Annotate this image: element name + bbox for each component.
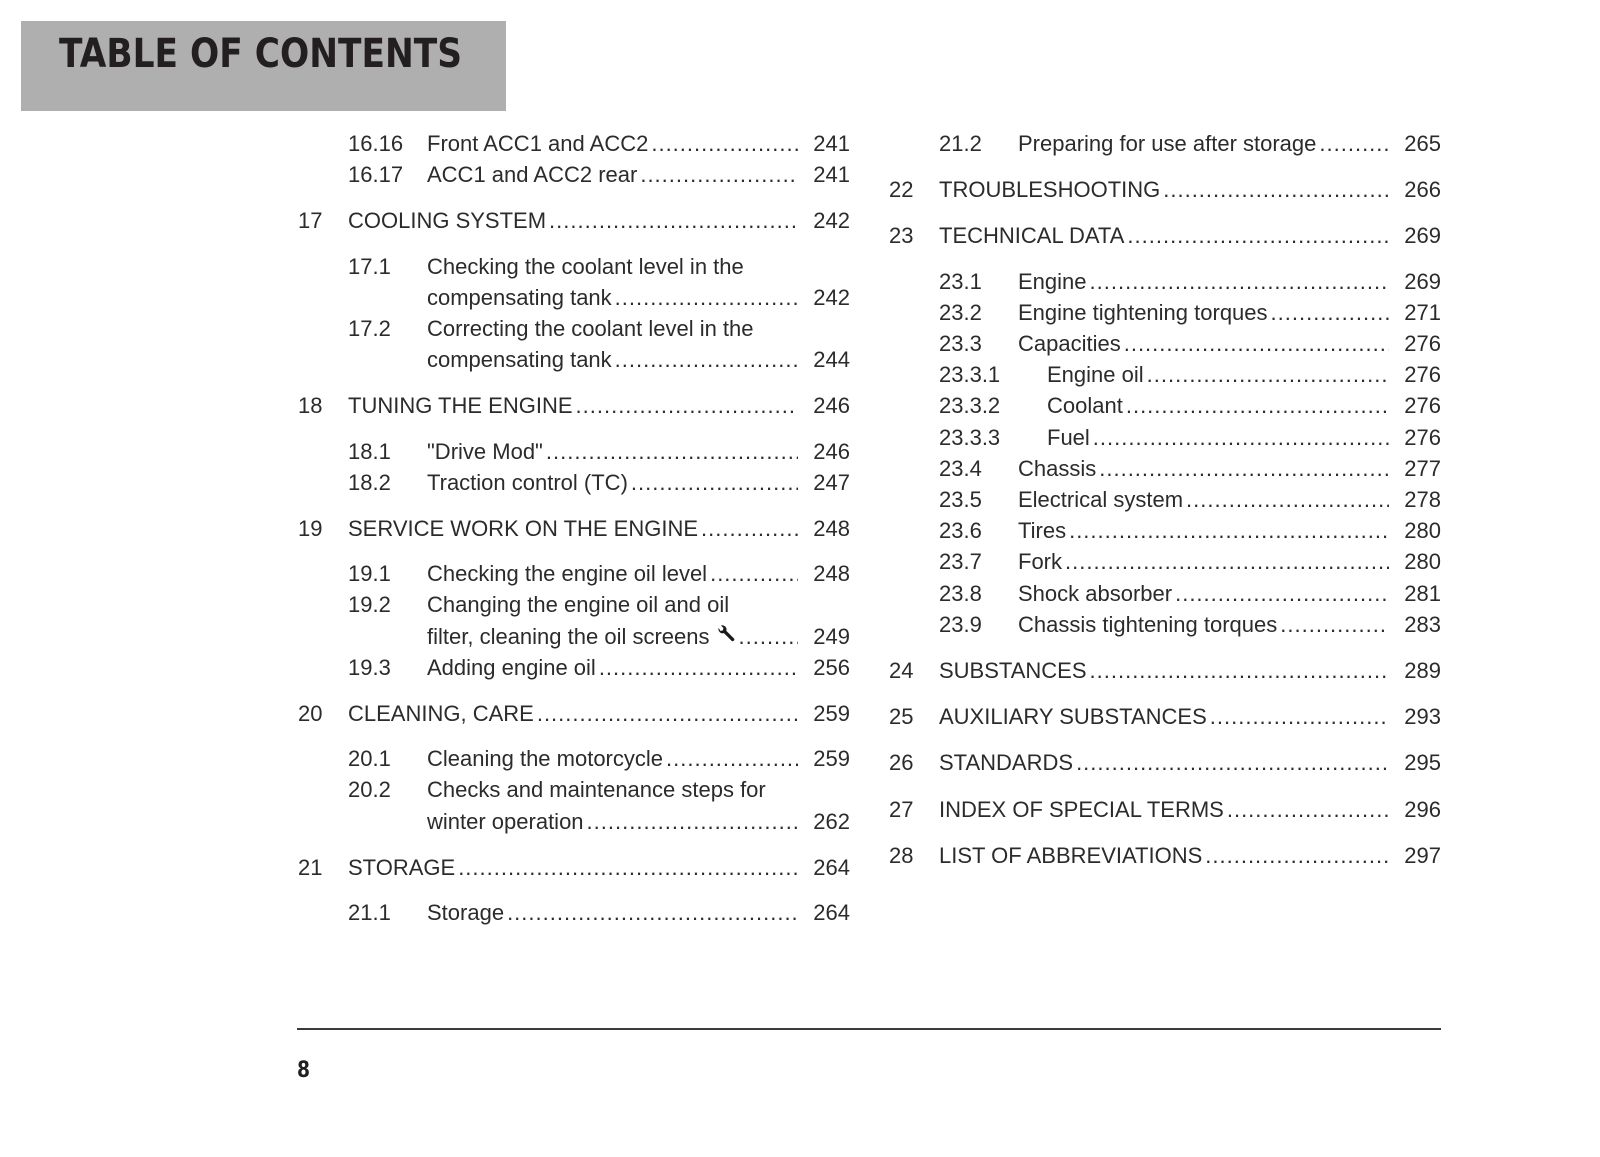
toc-entry-page[interactable]: 278 — [1404, 487, 1441, 513]
toc-entry-section[interactable] — [298, 589, 850, 651]
toc-entry-title: "Drive Mod" — [427, 438, 543, 464]
toc-entry-number: 23.3.1 — [939, 362, 1001, 388]
toc-entry-page[interactable]: 297 — [1404, 842, 1441, 868]
toc-entry-section[interactable] — [889, 128, 1441, 159]
page-number: 8 — [297, 1058, 311, 1083]
toc-entry-number: 17.1 — [348, 253, 391, 279]
toc-entry-page[interactable]: 249 — [813, 623, 850, 649]
toc-entry-section[interactable] — [298, 897, 850, 928]
toc-entry-page[interactable]: 276 — [1404, 362, 1441, 388]
toc-entry-title: Fuel — [1047, 424, 1090, 450]
toc-entry-number: 24 — [889, 658, 914, 684]
toc-entry-page[interactable]: 241 — [813, 131, 850, 156]
toc-entry-section[interactable] — [889, 453, 1441, 484]
toc-entry-number: 16.17 — [348, 162, 404, 188]
toc-entry-number: 23.9 — [939, 611, 982, 637]
dot-leader — [1099, 453, 1389, 484]
toc-entry-chapter[interactable] — [889, 174, 1441, 205]
toc-entry-title: Chassis tightening torques — [1018, 611, 1278, 637]
toc-entry-title: STORAGE — [348, 854, 456, 880]
toc-entry-number: 23.4 — [939, 455, 982, 481]
toc-entry-title: Changing the engine oil and oil — [427, 592, 730, 618]
dot-leader — [587, 806, 798, 837]
toc-entry-section[interactable] — [889, 515, 1441, 546]
dot-leader — [710, 558, 798, 589]
toc-entry-number: 20.2 — [348, 777, 391, 803]
toc-entry-number: 19.1 — [348, 561, 391, 587]
toc-entry-number: 23.3 — [939, 331, 982, 357]
toc-column-right — [889, 128, 1441, 871]
toc-entry-page[interactable]: 259 — [813, 746, 850, 772]
toc-entry-chapter[interactable] — [889, 840, 1441, 871]
toc-entry-number: 28 — [889, 842, 914, 868]
toc-entry-page[interactable]: 271 — [1404, 299, 1441, 325]
toc-entry-title: Fork — [1018, 549, 1062, 575]
toc-entry-title: COOLING SYSTEM — [348, 208, 547, 234]
toc-entry-number: 19.3 — [348, 654, 391, 680]
dot-leader — [1319, 128, 1389, 159]
toc-entry-page[interactable]: 242 — [813, 284, 850, 310]
toc-entry-number: 23.6 — [939, 518, 982, 544]
toc-entry-title: compensating tank — [427, 347, 612, 373]
toc-entry-page[interactable]: 247 — [813, 469, 850, 495]
toc-entry-section[interactable] — [298, 159, 850, 190]
toc-entry-page[interactable]: 246 — [813, 393, 850, 419]
toc-entry-number: 21.1 — [348, 900, 391, 926]
toc-entry-page[interactable]: 293 — [1404, 704, 1441, 730]
dot-leader — [651, 128, 798, 159]
dot-leader — [1210, 701, 1389, 732]
dot-leader — [1205, 840, 1389, 871]
dot-leader — [640, 159, 798, 190]
toc-entry-chapter[interactable] — [889, 701, 1441, 732]
toc-entry-subsection[interactable] — [889, 359, 1441, 390]
toc-entry-section[interactable] — [889, 578, 1441, 609]
toc-entry-chapter[interactable] — [298, 698, 850, 729]
toc-entry-number: 21.2 — [939, 131, 982, 156]
toc-entry-page[interactable]: 269 — [1404, 223, 1441, 249]
dot-leader — [1093, 422, 1389, 453]
toc-entry-title: AUXILIARY SUBSTANCES — [939, 704, 1207, 730]
toc-entry-chapter[interactable] — [889, 220, 1441, 251]
toc-entry-page[interactable]: 276 — [1404, 393, 1441, 419]
toc-entry-section[interactable] — [298, 467, 850, 498]
toc-entry-page[interactable]: 280 — [1404, 518, 1441, 544]
dot-leader — [1271, 297, 1389, 328]
toc-entry-number: 18.2 — [348, 469, 391, 495]
toc-entry-page[interactable]: 264 — [813, 854, 850, 880]
toc-entry-page[interactable]: 248 — [813, 516, 850, 542]
toc-entry-number: 22 — [889, 177, 914, 203]
toc-entry-title: winter operation — [427, 808, 584, 834]
dot-leader — [546, 436, 798, 467]
dot-leader — [549, 205, 798, 236]
dot-leader — [458, 852, 798, 883]
toc-entry-title: LIST OF ABBREVIATIONS — [939, 842, 1203, 868]
toc-entry-title: Storage — [427, 900, 505, 926]
wrench-icon — [716, 621, 736, 641]
toc-entry-page[interactable]: 296 — [1404, 796, 1441, 822]
dot-leader — [537, 698, 798, 729]
toc-entry-number: 18.1 — [348, 438, 391, 464]
toc-entry-title: TECHNICAL DATA — [939, 223, 1125, 249]
toc-entry-title: Checking the coolant level in the — [427, 253, 744, 279]
toc-entry-chapter[interactable] — [889, 794, 1441, 825]
toc-entry-number: 23.5 — [939, 487, 982, 513]
toc-entry-page[interactable]: 276 — [1404, 331, 1441, 357]
toc-entry-page[interactable]: 295 — [1404, 750, 1441, 776]
toc-entry-page[interactable]: 256 — [813, 654, 850, 680]
dot-leader — [1147, 359, 1389, 390]
toc-entry-title: TROUBLESHOOTING — [939, 177, 1161, 203]
toc-entry-page[interactable]: 277 — [1404, 455, 1441, 481]
toc-entry-page[interactable]: 289 — [1404, 658, 1441, 684]
dot-leader — [1065, 546, 1389, 577]
toc-entry-number: 23.7 — [939, 549, 982, 575]
toc-entry-number: 23.8 — [939, 580, 982, 606]
toc-entry-section[interactable] — [298, 743, 850, 774]
toc-entry-number: 23.2 — [939, 299, 982, 325]
toc-column-left — [298, 128, 850, 928]
toc-entry-title: ACC1 and ACC2 rear — [427, 162, 638, 188]
toc-entry-number: 20.1 — [348, 746, 391, 772]
toc-entry-number: 23.3.3 — [939, 424, 1001, 450]
toc-entry-number: 27 — [889, 796, 914, 822]
toc-entry-title: Engine — [1018, 268, 1087, 294]
toc-entry-page[interactable]: 248 — [813, 561, 850, 587]
dot-leader — [1280, 609, 1389, 640]
toc-entry-number: 23.1 — [939, 268, 982, 294]
toc-entry-section[interactable] — [889, 609, 1441, 640]
dot-leader — [1175, 578, 1389, 609]
toc-entry-section[interactable] — [298, 313, 850, 375]
toc-entry-section[interactable] — [298, 652, 850, 683]
toc-entry-page[interactable]: 264 — [813, 900, 850, 926]
toc-entry-title: Tires — [1018, 518, 1067, 544]
toc-entry-page[interactable]: 242 — [813, 208, 850, 234]
dot-leader — [1090, 266, 1389, 297]
dot-leader — [1126, 390, 1389, 421]
toc-entry-page[interactable]: 280 — [1404, 549, 1441, 575]
toc-entry-number: 21 — [298, 854, 323, 880]
dot-leader — [666, 743, 798, 774]
toc-entry-title: Adding engine oil — [427, 654, 596, 680]
toc-entry-chapter[interactable] — [889, 655, 1441, 686]
toc-entry-page[interactable]: 244 — [813, 347, 850, 373]
dot-leader — [1090, 655, 1389, 686]
toc-entry-page[interactable]: 283 — [1404, 611, 1441, 637]
toc-entry-title: Traction control (TC) — [427, 469, 628, 495]
toc-entry-section[interactable] — [298, 436, 850, 467]
dot-leader — [1163, 174, 1389, 205]
toc-entry-section[interactable] — [889, 484, 1441, 515]
toc-entry-number: 18 — [298, 393, 323, 419]
toc-entry-section[interactable] — [298, 128, 850, 159]
dot-leader — [615, 344, 798, 375]
toc-entry-title: Cleaning the motorcycle — [427, 746, 664, 772]
toc-entry-chapter[interactable] — [298, 513, 850, 544]
dot-leader — [576, 390, 798, 421]
toc-entry-section[interactable] — [889, 297, 1441, 328]
toc-entry-page[interactable]: 269 — [1404, 268, 1441, 294]
dot-leader — [599, 652, 798, 683]
toc-entry-section[interactable] — [298, 774, 850, 836]
toc-entry-title: Engine tightening torques — [1018, 299, 1268, 325]
dot-leader — [1069, 515, 1389, 546]
toc-entry-number: 20 — [298, 701, 323, 727]
toc-entry-title: SUBSTANCES — [939, 658, 1087, 684]
dot-leader — [1186, 484, 1389, 515]
toc-entry-title: Preparing for use after storage — [1018, 131, 1317, 156]
toc-entry-title: INDEX OF SPECIAL TERMS — [939, 796, 1224, 822]
toc-entry-subsection[interactable] — [889, 422, 1441, 453]
toc-entry-number: 23 — [889, 223, 914, 249]
toc-entry-title: compensating tank — [427, 284, 612, 310]
toc-entry-title: Correcting the coolant level in the — [427, 316, 754, 342]
toc-entry-number: 17 — [298, 208, 323, 234]
toc-entry-title: Chassis — [1018, 455, 1097, 481]
toc-entry-number: 17.2 — [348, 316, 391, 342]
toc-entry-page[interactable]: 266 — [1404, 177, 1441, 203]
toc-entry-title: Engine oil — [1047, 362, 1144, 388]
toc-entry-subsection[interactable] — [889, 390, 1441, 421]
toc-entry-number: 16.16 — [348, 131, 404, 156]
toc-entry-title: Checks and maintenance steps for — [427, 777, 766, 803]
toc-entry-number: 23.3.2 — [939, 393, 1001, 419]
toc-entry-page[interactable]: 246 — [813, 438, 850, 464]
toc-entry-title: STANDARDS — [939, 750, 1074, 776]
toc-entry-title: CLEANING, CARE — [348, 701, 534, 727]
dot-leader — [1124, 328, 1389, 359]
toc-entry-page[interactable]: 262 — [813, 808, 850, 834]
toc-entry-chapter[interactable] — [298, 852, 850, 883]
footer-divider — [297, 1028, 1441, 1030]
toc-entry-title: Electrical system — [1018, 487, 1184, 513]
toc-entry-title: TUNING THE ENGINE — [348, 393, 573, 419]
toc-entry-chapter[interactable] — [298, 205, 850, 236]
toc-entry-number: 19.2 — [348, 592, 391, 618]
toc-entry-chapter[interactable] — [298, 390, 850, 421]
toc-entry-title: Capacities — [1018, 331, 1121, 357]
toc-entry-number: 19 — [298, 516, 323, 542]
toc-entry-section[interactable] — [889, 266, 1441, 297]
toc-entry-title: filter, cleaning the oil screens — [427, 623, 710, 649]
toc-entry-title: Shock absorber — [1018, 580, 1173, 606]
toc-entry-page[interactable]: 276 — [1404, 424, 1441, 450]
toc-entry-section[interactable] — [889, 328, 1441, 359]
dot-leader — [1076, 747, 1389, 778]
toc-entry-section[interactable] — [889, 546, 1441, 577]
dot-leader — [507, 897, 798, 928]
toc-entry-number: 25 — [889, 704, 914, 730]
page-title: TABLE OF CONTENTS — [59, 31, 463, 77]
toc-entry-number: 26 — [889, 750, 914, 776]
dot-leader — [701, 513, 798, 544]
dot-leader — [631, 467, 798, 498]
toc-entry-title: Front ACC1 and ACC2 — [427, 131, 649, 156]
toc-entry-page[interactable]: 259 — [813, 701, 850, 727]
dot-leader — [739, 621, 799, 652]
toc-entry-page[interactable]: 281 — [1404, 580, 1441, 606]
toc-entry-title: SERVICE WORK ON THE ENGINE — [348, 516, 699, 542]
dot-leader — [1227, 794, 1389, 825]
toc-entry-page[interactable]: 241 — [813, 162, 850, 188]
toc-entry-title: Coolant — [1047, 393, 1123, 419]
toc-entry-title: Checking the engine oil level — [427, 561, 708, 587]
dot-leader — [615, 282, 798, 313]
toc-entry-section[interactable] — [298, 251, 850, 313]
toc-entry-chapter[interactable] — [889, 747, 1441, 778]
toc-entry-section[interactable] — [298, 558, 850, 589]
toc-entry-page[interactable]: 265 — [1404, 131, 1441, 156]
dot-leader — [1127, 220, 1389, 251]
